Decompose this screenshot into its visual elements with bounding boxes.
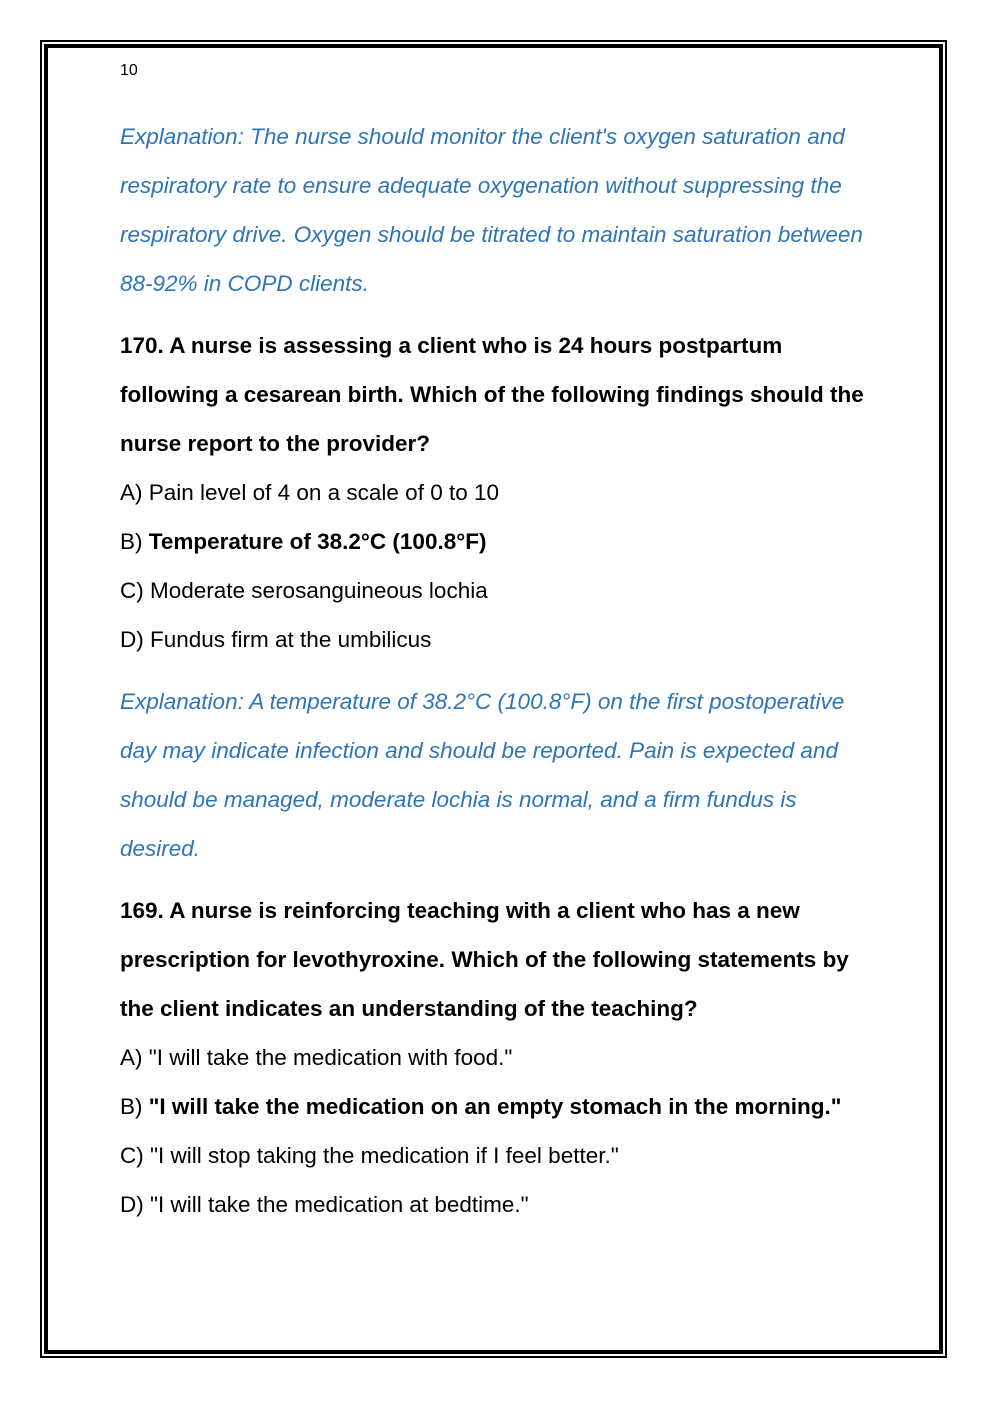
- option-c: [120, 566, 880, 615]
- option-letter: C): [120, 578, 150, 603]
- option-letter: A): [120, 480, 149, 505]
- option-text: Fundus firm at the umbilicus: [150, 627, 432, 652]
- option-text: "I will stop taking the medication if I feel better.": [150, 1143, 619, 1168]
- page-number: 10: [120, 62, 138, 79]
- option-d: [120, 615, 880, 664]
- option-letter: B): [120, 529, 149, 554]
- option-d: [120, 1180, 880, 1229]
- option-text: "I will take the medication at bedtime.": [150, 1192, 529, 1217]
- spacer: [120, 664, 880, 677]
- option-a: [120, 468, 880, 517]
- option-letter: D): [120, 1192, 150, 1217]
- option-text-correct-answer: Temperature of 38.2°C (100.8°F): [148, 529, 487, 554]
- option-text: Moderate serosanguineous lochia: [150, 578, 488, 603]
- option-b: [120, 517, 880, 566]
- option-letter: A): [120, 1045, 149, 1070]
- question-stem: 169. A nurse is reinforcing teaching with a client who has a new prescription for levothyroxine. Which of the following statements by the client indicates an understanding of the teaching?: [120, 898, 849, 1021]
- option-letter: D): [120, 627, 150, 652]
- option-letter: C): [120, 1143, 150, 1168]
- question-169: [120, 886, 880, 1229]
- option-c: [120, 1131, 880, 1180]
- option-a: [120, 1033, 880, 1082]
- explanation-previous-question: Explanation: The nurse should monitor the client's oxygen saturation and respiratory rate to ensure adequate oxygenation without suppressing the respiratory drive. Oxygen should be titrated to maintain saturation between 88-92% in COPD clients.: [120, 124, 863, 296]
- option-b: [120, 1082, 880, 1131]
- question-explanation: Explanation: A temperature of 38.2°C (100.8°F) on the first postoperative day may indicate infection and should be reported. Pain is expected and should be managed, moderate lochia is normal, and a firm fundus is desired.: [120, 689, 845, 861]
- question-stem: 170. A nurse is assessing a client who is 24 hours postpartum following a cesarean birth. Which of the following findings should the nurse report to the provider?: [120, 333, 864, 456]
- option-text: Pain level of 4 on a scale of 0 to 10: [148, 480, 499, 505]
- question-170: [120, 321, 880, 873]
- option-text: "I will take the medication with food.": [148, 1045, 513, 1070]
- option-letter: B): [120, 1094, 149, 1119]
- option-text-correct-answer: "I will take the medication on an empty stomach in the morning.": [148, 1094, 842, 1119]
- page-content: [120, 60, 880, 1229]
